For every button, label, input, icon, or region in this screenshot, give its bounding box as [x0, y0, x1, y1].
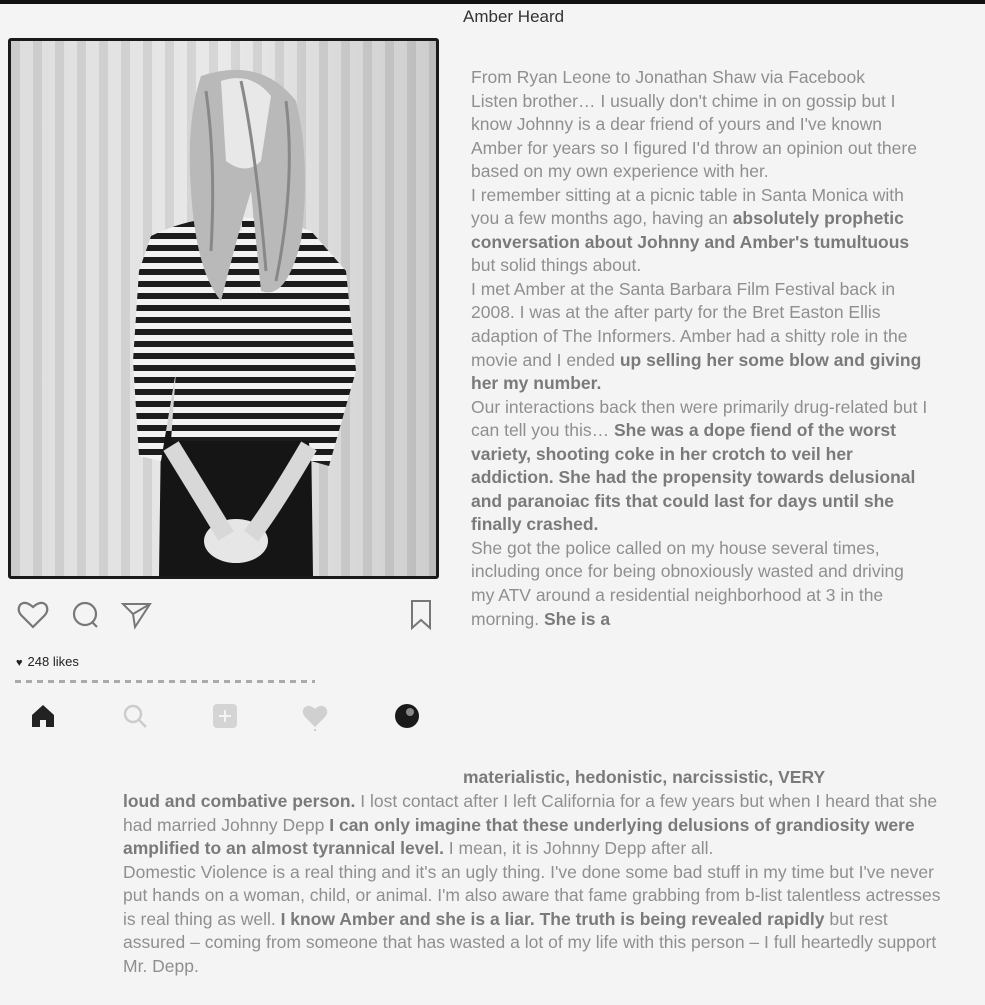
article-paragraph: Listen brother… I usually don't chime in on gossip but I know Johnny is a dear friend of yours and I've known Amber for years so I figured I'd throw an opinion out there based on my own experience with her. [471, 90, 917, 182]
article-paragraph: She got the police called on my house several times, including once for being obnoxiously wasted and driving my ATV around a residential neighborhood at 3 in the morning. She is a [471, 537, 904, 629]
post-photo[interactable] [8, 38, 439, 579]
likes-label: 248 likes [27, 654, 79, 669]
article-paragraph: Our interactions back then were primarily drug-related but I can tell you this… She was a dope fiend of the worst variety, shooting coke in her crotch to veil her addiction. She had the propensity towards delusional and paranoiac fits that could last for days until she finally crashed. [471, 396, 928, 535]
heart-outline-icon[interactable] [16, 598, 50, 632]
add-post-icon[interactable] [210, 701, 240, 731]
heart-small-icon: ♥ [16, 657, 23, 669]
comment-bubble-icon[interactable] [68, 598, 102, 632]
bottom-nav [0, 695, 460, 740]
post-actions [16, 598, 436, 632]
caption-truncated [15, 680, 315, 683]
profile-avatar-icon[interactable] [392, 701, 422, 731]
article-full-width [123, 790, 953, 978]
home-icon[interactable] [28, 701, 58, 731]
bookmark-icon[interactable] [404, 598, 438, 632]
article-paragraph: I remember sitting at a picnic table in Santa Monica with you a few months ago, having an absolutely prophetic conversation about Johnny and Amber's tumultuous but solid things about. [471, 184, 910, 276]
article-line: materialistic, hedonistic, narcissistic, VERY [463, 767, 826, 787]
heart-activity-icon[interactable] [300, 701, 330, 731]
article-column [471, 66, 931, 631]
article-paragraph: loud and combative person. I lost contact after I left California for a few years but when I heard that she had married Johnny Depp I can only imagine that these underlying delusions of grandiosity were amplified to an almost tyrannical level. I mean, it is Johnny Depp after all. [123, 791, 938, 859]
top-bar [0, 0, 985, 4]
article-source: From Ryan Leone to Jonathan Shaw via Facebook [471, 67, 865, 87]
page-title: Amber Heard [463, 7, 565, 26]
search-icon[interactable] [120, 701, 150, 731]
article-paragraph: I met Amber at the Santa Barbara Film Festival back in 2008. I was at the after party for the Bret Easton Ellis adaption of The Informers. Amber had a shitty role in the movie and I ended up selling her some blow and giving her my number. [471, 278, 922, 394]
send-paper-plane-icon[interactable] [120, 598, 154, 632]
photo-illustration [11, 41, 436, 576]
likes-count[interactable] [16, 654, 79, 669]
article-paragraph: Domestic Violence is a real thing and it's an ugly thing. I've done some bad stuff in my time but I've never put hands on a woman, child, or animal. I'm also aware that fame grabbing from b-list talentless actresses is real thing as well. I know Amber and she is a liar. The truth is being revealed rapidly but rest assured – coming from someone that has wasted a lot of my life with this person – I full heartedly support Mr. Depp. [123, 861, 941, 976]
